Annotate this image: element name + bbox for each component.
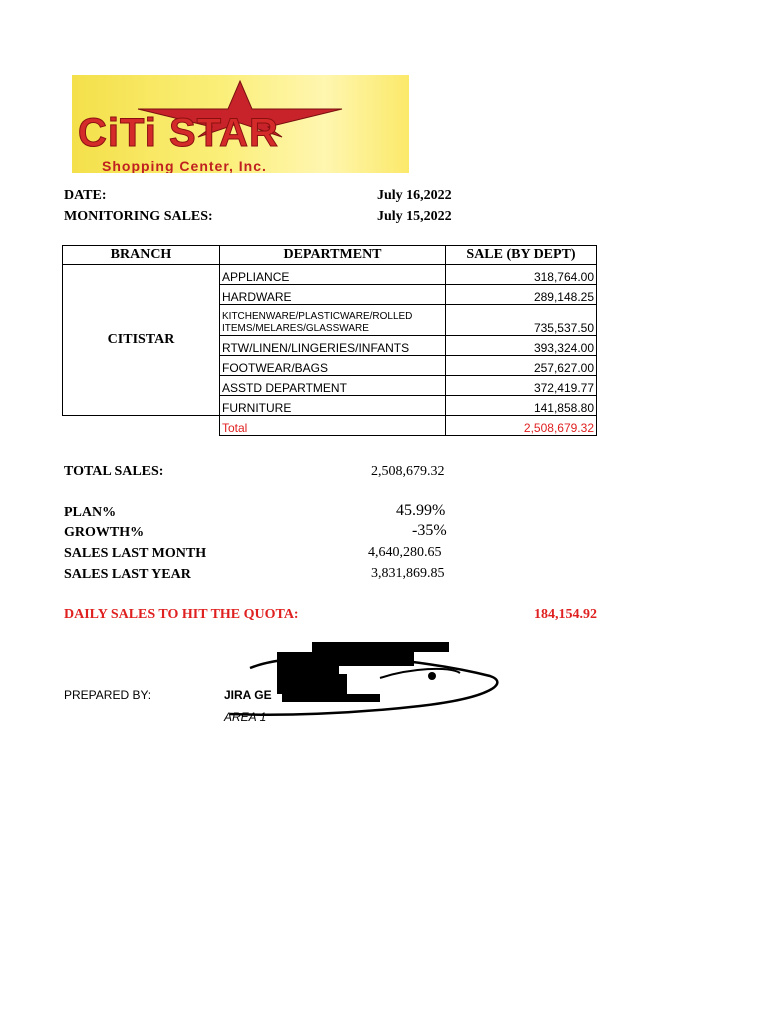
total-sales-value: 2,508,679.32 xyxy=(371,464,445,479)
sales-table xyxy=(62,245,597,436)
total-label: Total xyxy=(220,416,446,436)
logo-subtitle: Shopping Center, Inc. xyxy=(102,158,267,173)
daily-quota-value: 184,154.92 xyxy=(534,607,597,622)
table-row xyxy=(63,265,597,285)
logo-brand: CiTi STAR xyxy=(78,111,279,155)
company-logo xyxy=(72,75,409,173)
sale-cell: 289,148.25 xyxy=(446,285,597,305)
last-month-value: 4,640,280.65 xyxy=(368,545,442,560)
branch-cell: CITISTAR xyxy=(63,265,220,416)
plan-value: 45.99% xyxy=(396,502,446,519)
date-value: July 16,2022 xyxy=(377,188,452,203)
sale-cell: 393,324.00 xyxy=(446,336,597,356)
department-cell: RTW/LINEN/LINGERIES/INFANTS xyxy=(220,336,446,356)
table-total-row xyxy=(63,416,597,436)
department-cell: FOOTWEAR/BAGS xyxy=(220,356,446,376)
plan-label: PLAN% xyxy=(64,505,117,520)
preparer-area: AREA 1 xyxy=(224,710,267,724)
table-header-row xyxy=(63,246,597,265)
monitoring-label: MONITORING SALES: xyxy=(64,209,213,224)
department-cell: APPLIANCE xyxy=(220,265,446,285)
sale-cell: 372,419.77 xyxy=(446,376,597,396)
preparer-name: JIRA GE xyxy=(224,688,272,702)
department-cell: KITCHENWARE/PLASTICWARE/ROLLED ITEMS/MELARES/GLASSWARE xyxy=(220,305,446,336)
total-sales-label: TOTAL SALES: xyxy=(64,464,164,479)
sale-cell: 318,764.00 xyxy=(446,265,597,285)
last-month-label: SALES LAST MONTH xyxy=(64,546,207,561)
column-header-sale: SALE (BY DEPT) xyxy=(446,246,597,265)
column-header-branch: BRANCH xyxy=(63,246,220,265)
signature-redaction xyxy=(220,638,510,728)
last-year-value: 3,831,869.85 xyxy=(371,566,445,581)
prepared-by-label: PREPARED BY: xyxy=(64,688,152,702)
monitoring-value: July 15,2022 xyxy=(377,209,452,224)
department-cell: ASSTD DEPARTMENT xyxy=(220,376,446,396)
date-label: DATE: xyxy=(64,188,107,203)
column-header-department: DEPARTMENT xyxy=(220,246,446,265)
sale-cell: 257,627.00 xyxy=(446,356,597,376)
growth-value: -35% xyxy=(412,522,447,539)
department-cell: FURNITURE xyxy=(220,396,446,416)
sale-cell: 141,858.80 xyxy=(446,396,597,416)
growth-label: GROWTH% xyxy=(64,525,145,540)
department-cell: HARDWARE xyxy=(220,285,446,305)
total-value: 2,508,679.32 xyxy=(446,416,597,436)
sale-cell: 735,537.50 xyxy=(446,305,597,336)
last-year-label: SALES LAST YEAR xyxy=(64,567,191,582)
daily-quota-label: DAILY SALES TO HIT THE QUOTA: xyxy=(64,607,299,622)
